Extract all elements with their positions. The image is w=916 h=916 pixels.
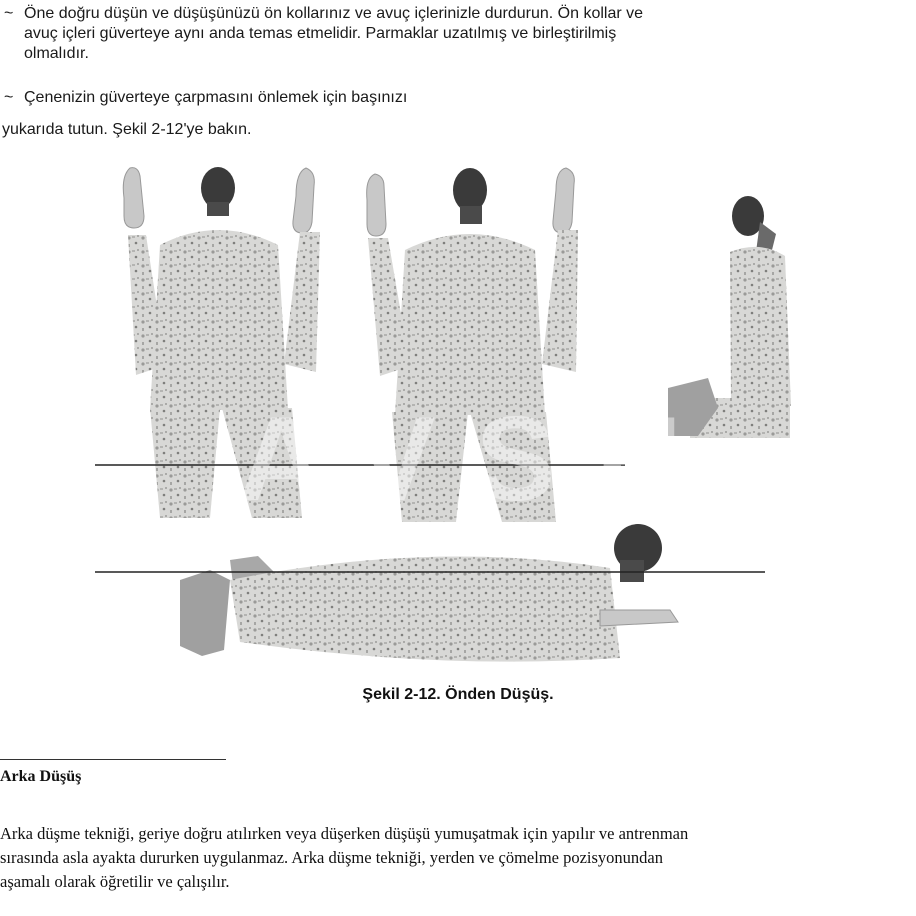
paragraph-line: sırasında asla ayakta dururken uygulanmaz. Arka düşme tekniği, yerden ve çömelme pozisyonundan <box>0 848 664 867</box>
bullet-text-line: Öne doğru düşün ve düşüşünüzü ön kollarınız ve avuç içlerinizle durdurun. Ön kollar ve <box>24 5 644 22</box>
section-divider <box>0 759 226 760</box>
tilde-bullet-marker: ~ <box>4 89 14 106</box>
raised-hand <box>553 168 574 233</box>
raised-hand <box>123 168 144 228</box>
figure-2-12 <box>0 150 916 710</box>
bullet-text-line: Çenenizin güverteye çarpmasını önlemek için başınızı <box>24 89 408 106</box>
figure-illustration <box>0 150 916 710</box>
section-paragraph <box>0 822 916 894</box>
bullet-continuation-text: yukarıda tutun. Şekil 2-12'ye bakın. <box>2 121 252 138</box>
bullet-text-line: olmalıdır. <box>24 45 89 62</box>
paragraph-line: aşamalı olarak öğretilir ve çalışılır. <box>0 872 230 891</box>
flat-hand <box>600 610 678 626</box>
figure-caption: Şekil 2-12. Önden Düşüş. <box>362 686 554 703</box>
head-shape <box>453 168 487 212</box>
raised-hand <box>293 168 314 233</box>
paragraph-line: Arka düşme tekniği, geriye doğru atılırken veya düşerken düşüşü yumuşatmak için yapılır ve antrenman <box>0 824 689 843</box>
tilde-bullet-marker: ~ <box>4 5 14 22</box>
watermark-text: AVSH <box>237 392 723 526</box>
section-title: Arka Düşüş <box>0 768 82 785</box>
bullet-text-line: avuç içleri güverteye aynı anda temas etmelidir. Parmaklar uzatılmış ve birleştirilmiş <box>24 25 617 42</box>
figure-image-prone <box>180 524 678 662</box>
raised-hand <box>367 174 386 236</box>
boot-shape <box>180 570 230 656</box>
